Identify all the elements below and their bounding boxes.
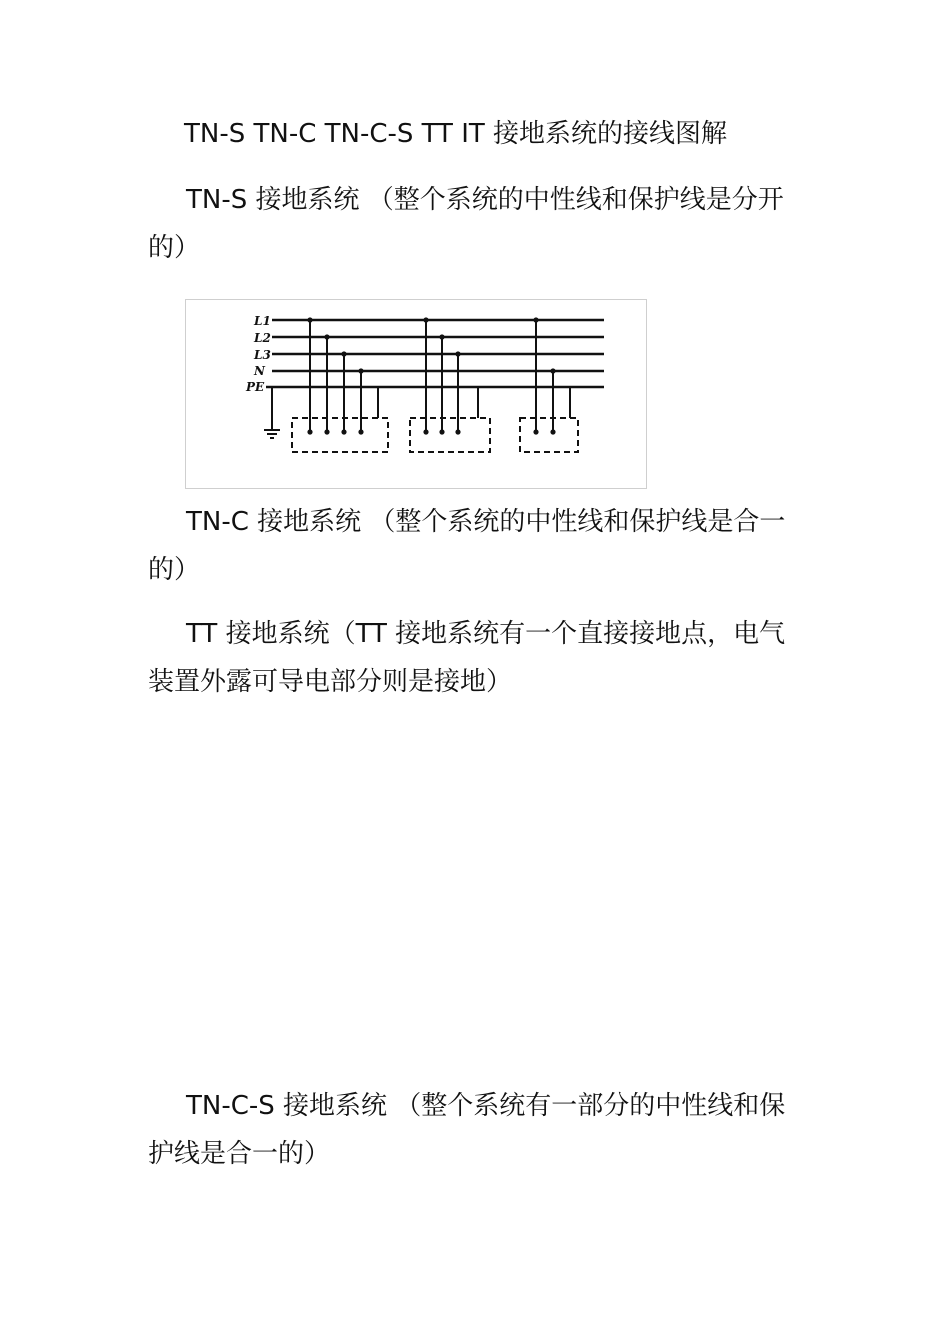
tns-description: TN-S 接地系统 （整个系统的中性线和保护线是分开的） — [148, 185, 784, 263]
load-box-2 — [410, 418, 490, 452]
label-n: N — [254, 364, 265, 378]
label-l3: L3 — [254, 348, 271, 362]
label-l1: L1 — [254, 314, 271, 328]
tncs-description: TN-C-S 接地系统 （整个系统有一部分的中性线和保护线是合一的） — [148, 1091, 786, 1169]
tns-diagram-svg — [186, 300, 646, 488]
tns-wiring-diagram — [185, 299, 647, 489]
load-box-3 — [520, 418, 578, 452]
load-box-1 — [292, 418, 388, 452]
label-l2: L2 — [254, 331, 271, 345]
document-title: TN-S TN-C TN-C-S TT IT 接地系统的接线图解 — [184, 119, 728, 149]
label-pe: PE — [246, 380, 265, 394]
tt-description: TT 接地系统（TT 接地系统有一个直接接地点，电气装置外露可导电部分则是接地） — [148, 619, 786, 697]
tnc-description: TN-C 接地系统 （整个系统的中性线和保护线是合一的） — [148, 507, 786, 585]
